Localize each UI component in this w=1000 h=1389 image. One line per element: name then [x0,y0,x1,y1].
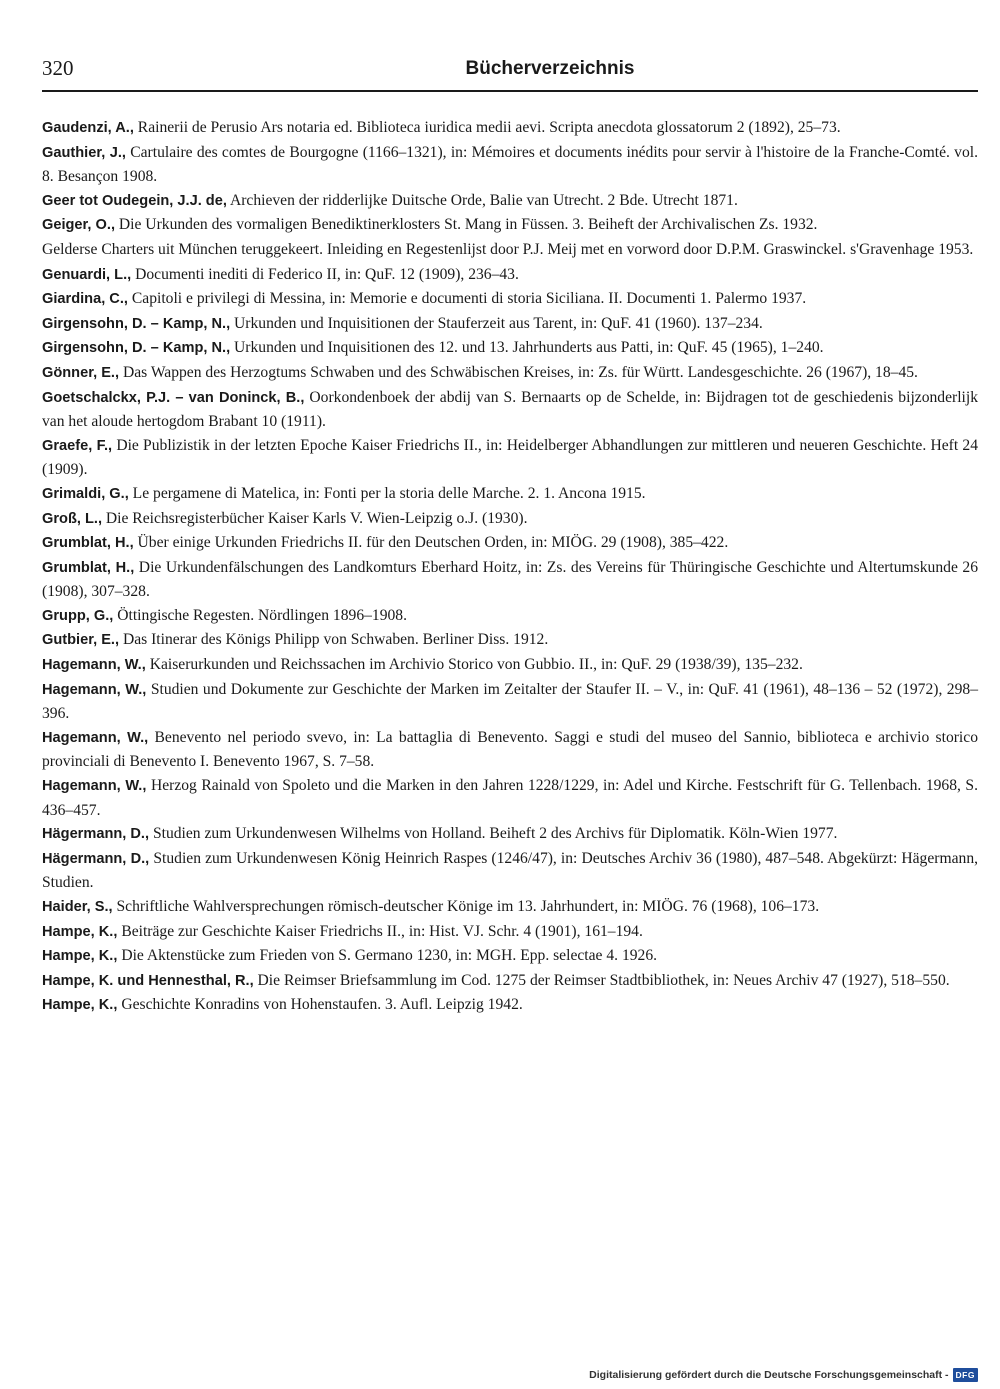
bibliography-entry [42,993,978,1018]
entry-text: Die Aktenstücke zum Frieden von S. Germano 1230, in: MGH. Epp. selectae 4. 1926. [117,947,658,965]
bibliography-entry [42,189,978,214]
entry-text: Capitoli e privilegi di Messina, in: Memorie e documenti di storia Siciliana. II. Documenti 1. Palermo 1937. [127,290,807,308]
bibliography-entry [42,507,978,532]
entry-author: Graefe, F., [42,437,113,454]
entry-text: Beiträge zur Geschichte Kaiser Friedrichs II., in: Hist. VJ. Schr. 4 (1901), 161–194. [117,922,643,940]
bibliography-entry [42,653,978,678]
entry-author: Giardina, C., [42,291,128,308]
entry-author: Gönner, E., [42,364,120,381]
bibliography-entry [42,604,978,629]
entry-author: Hampe, K., [42,948,118,965]
bibliography-entry [42,263,978,288]
entry-author: Hampe, K. und Hennesthal, R., [42,972,254,989]
footer-text: Digitalisierung gefördert durch die Deutsche Forschungsgemeinschaft - [589,1369,949,1381]
bibliography-entry [42,336,978,361]
entry-author: Gauthier, J., [42,144,126,161]
entry-author: Genuardi, L., [42,266,132,283]
bibliography-entry [42,774,978,822]
bibliography-entry [42,726,978,774]
entry-author: Hagemann, W., [42,778,147,795]
entry-author: Hampe, K., [42,997,118,1014]
entry-author: Gutbier, E., [42,632,120,649]
bibliography-entry [42,434,978,482]
bibliography-entry [42,141,978,189]
entry-text: Le pergamene di Matelica, in: Fonti per la storia delle Marche. 2. 1. Ancona 1915. [128,484,646,502]
bibliography-list [42,116,978,1018]
footer [589,1365,978,1385]
entry-author: Grumblat, H., [42,535,134,552]
entry-author: Haider, S., [42,899,113,915]
entry-author: Grimaldi, G., [42,485,129,502]
bibliography-entry [42,895,978,920]
bibliography-entry [42,556,978,604]
bibliography-entry [42,213,978,238]
entry-text: Studien zum Urkundenwesen König Heinrich Raspes (1246/47), in: Deutsches Archiv 36 (1980), 487–548. Abgekürzt: Hägermann, Studien. [42,849,979,892]
bibliography-entry [42,361,978,386]
entry-text: Die Reimser Briefsammlung im Cod. 1275 der Reimser Stadtbibliothek, in: Neues Archiv 47 (1927), 518–550. [253,971,950,989]
entry-author: Hagemann, W., [42,681,147,698]
bibliography-entry [42,287,978,312]
entry-author: Grumblat, H., [42,559,135,576]
bibliography-entry [42,116,978,141]
entry-text: Kaiserurkunden und Reichssachen im Archivio Storico von Gubbio. II., in: QuF. 29 (1938/39), 135–232. [145,656,803,674]
bibliography-entry [42,386,978,434]
entry-text: Urkunden und Inquisitionen der Stauferzeit aus Tarent, in: QuF. 41 (1960). 137–234. [230,314,763,332]
entry-text: Studien zum Urkundenwesen Wilhelms von Holland. Beiheft 2 des Archivs für Diplomatik. Köln-Wien 1977. [149,825,838,843]
entry-author: Grupp, G., [42,607,114,624]
entry-author: Hagemann, W., [42,729,149,746]
bibliography-entry [42,969,978,994]
entry-text: Urkunden und Inquisitionen des 12. und 13. Jahrhunderts aus Patti, in: QuF. 45 (1965), 1–240. [230,339,824,357]
entry-author: Girgensohn, D. – Kamp, N., [42,340,231,357]
entry-text: Herzog Rainald von Spoleto und die Marken in den Jahren 1228/1229, in: Adel und Kirche. Festschrift für G. Tellenbach. 1968, S. 436–457. [42,777,978,819]
bibliography-entry [42,847,978,895]
entry-author: Goetschalckx, P.J. – van Doninck, B., [42,389,305,406]
entry-author: Hägermann, D., [42,826,150,843]
entry-text: Oorkondenboek der abdij van S. Bernaarts op de Schelde, in: Bijdragen tot de geschiedenis bijzonderlijk van het aloude hertogdom Brabant 10 (1911). [42,388,978,431]
entry-author: Hampe, K., [42,923,118,940]
page-number: 320 [42,56,74,80]
entry-author: Geer tot Oudegein, J.J. de, [42,192,227,209]
entry-text: Archieven der ridderlijke Duitsche Orde, Balie van Utrecht. 2 Bde. Utrecht 1871. [226,191,738,209]
entry-text: Die Urkunden des vormaligen Benediktinerklosters St. Mang in Füssen. 3. Beiheft der Archivalischen Zs. 1932. [115,216,818,234]
entry-text: Cartulaire des comtes de Bourgogne (1166–1321), in: Mémoires et documents inédits pour servir à l'histoire de la Franche-Comté. vol. 8. Besançon 1908. [42,143,978,186]
entry-text: Die Publizistik in der letzten Epoche Kaiser Friedrichs II., in: Heidelberger Abhandlungen zur mittleren und neueren Geschichte. Heft 24 (1909). [42,436,978,479]
bibliography-entry [42,678,978,726]
entry-author: Hagemann, W., [42,657,146,674]
entry-text: Studien und Dokumente zur Geschichte der Marken im Zeitalter der Staufer II. – V., in: QuF. 41 (1961), 48–136 – 52 (1972), 298–396. [42,680,978,723]
bibliography-entry [42,531,978,556]
entry-text: Über einige Urkunden Friedrichs II. für den Deutschen Orden, in: MIÖG. 29 (1908), 385–422. [133,534,729,552]
entry-text: Gelderse Charters uit München teruggekeert. Inleiding en Regestenlijst door P.J. Meij met en vorword door D.P.M. Graswinckel. s'Gravenhage 1953. [42,240,974,258]
entry-text: Das Wappen des Herzogtums Schwaben und des Schwäbischen Kreises, in: Zs. für Württ. Landesgeschichte. 26 (1967), 18–45. [119,363,918,381]
entry-text: Geschichte Konradins von Hohenstaufen. 3. Aufl. Leipzig 1942. [117,996,523,1014]
page-header [42,54,978,92]
entry-text: Öttingische Regesten. Nördlingen 1896–1908. [113,606,407,624]
entry-text: Schriftliche Wahlversprechungen römisch-deutscher Könige im 13. Jahrhundert, in: MIÖG. 76 (1968), 106–173. [112,898,820,915]
bibliography-entry [42,312,978,337]
bibliography-entry [42,628,978,653]
entry-author: Girgensohn, D. – Kamp, N., [42,315,231,332]
entry-author: Gaudenzi, A., [42,120,134,136]
entry-author: Groß, L., [42,510,102,527]
entry-text: Rainerii de Perusio Ars notaria ed. Biblioteca iuridica medii aevi. Scripta anecdota glossatorum 2 (1892), 25–73. [133,119,841,136]
entry-author: Hägermann, D., [42,850,150,867]
entry-text: Documenti inediti di Federico II, in: QuF. 12 (1909), 236–43. [131,265,519,283]
bibliography-entry [42,482,978,507]
entry-text: Benevento nel periodo svevo, in: La battaglia di Benevento. Saggi e studi del museo del Sannio, biblioteca e archivio storico provinciali di Benevento I. Benevento 1967, S. 7–58. [42,728,978,771]
entry-text: Die Reichsregisterbücher Kaiser Karls V. Wien-Leipzig o.J. (1930). [102,509,528,527]
bibliography-entry [42,944,978,969]
running-title: Bücherverzeichnis [465,58,635,79]
entry-text: Das Itinerar des Königs Philipp von Schwaben. Berliner Diss. 1912. [119,631,549,649]
entry-author: Geiger, O., [42,217,115,234]
entry-text: Die Urkundenfälschungen des Landkomturs Eberhard Hoitz, in: Zs. des Vereins für Thüringische Geschichte und Altertumskunde 26 (1908), 307–328. [42,558,978,601]
bibliography-entry [42,920,978,945]
dfg-logo: DFG [953,1368,978,1382]
bibliography-entry [42,238,978,263]
bibliography-entry [42,822,978,847]
